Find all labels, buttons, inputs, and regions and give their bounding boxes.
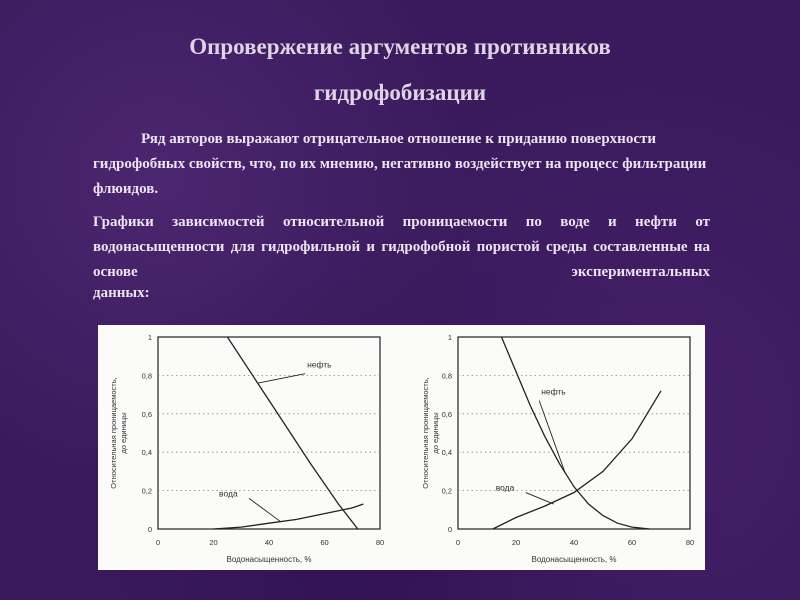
chart-2-y-tick-label: 0,4 bbox=[441, 448, 452, 458]
chart-1-annotation-oil-leader bbox=[258, 374, 305, 383]
chart-1-annotation-water-leader bbox=[249, 498, 280, 521]
figure-panel bbox=[98, 325, 705, 570]
chart-1-y-tick-label: 0 bbox=[147, 525, 152, 534]
chart-2-y-tick-label: 0 bbox=[447, 525, 452, 534]
slide-title-line-1: Опровержение аргументов противников bbox=[189, 34, 611, 59]
chart-2-annotation-oil-label: нефть bbox=[541, 386, 566, 397]
chart-1-x-tick-label: 20 bbox=[209, 538, 218, 547]
paragraph-authors-opinion: Ряд авторов выражают отрицательное отношение к приданию поверхности гидрофобных свойств, что, по их мнению, негативно воздействует на процесс фильтрации флюидов. bbox=[93, 131, 707, 197]
chart-2-y-tick-label: 0,2 bbox=[441, 486, 452, 496]
chart-2-x-tick-label: 60 bbox=[627, 538, 637, 547]
chart-2-y-tick-label: 0,8 bbox=[441, 371, 452, 381]
chart-1-y-axis-label: Относительная проницаемость,до единицы bbox=[109, 377, 128, 489]
slide-title-line-2: гидрофобизации bbox=[313, 80, 487, 105]
chart-2-x-tick-label: 0 bbox=[455, 538, 461, 547]
chart-2-y-tick-label: 1 bbox=[447, 333, 452, 342]
chart-1-y-tick-label: 0,2 bbox=[141, 486, 152, 496]
chart-2-annotation-water-label: вода bbox=[495, 482, 515, 493]
chart-2-y-tick-label: 0,6 bbox=[441, 409, 452, 419]
chart-1-y-tick-label: 1 bbox=[147, 333, 152, 342]
chart-1-x-tick-label: 60 bbox=[320, 538, 329, 547]
chart-2-plot-frame bbox=[458, 337, 690, 529]
chart-1-series-oil-line bbox=[227, 337, 357, 529]
chart-1-plot-frame bbox=[158, 337, 380, 529]
paragraph-graphs-description: Графики зависимостей относительной проницаемости по воде и нефти от водонасыщенности для гидрофильной и гидрофобной пористой среды составленные на основе экспериментальных bbox=[93, 214, 710, 280]
chart-1-y-tick-label: 0,8 bbox=[141, 371, 152, 381]
chart-2-annotation-oil-leader bbox=[539, 401, 565, 474]
chart-2-annotation-water-leader bbox=[526, 493, 554, 504]
permeability-charts bbox=[98, 325, 705, 570]
chart-1-x-tick-label: 0 bbox=[155, 538, 161, 547]
chart-1-annotation-water-label: вода bbox=[219, 488, 238, 499]
chart-1-y-tick-label: 0,4 bbox=[141, 448, 152, 458]
chart-2-series-water-line bbox=[493, 391, 661, 529]
chart-2-y-axis-label: Относительная проницаемость,до единицы bbox=[421, 377, 440, 489]
chart-2-x-tick-label: 80 bbox=[685, 538, 695, 547]
chart-1-y-tick-label: 0,6 bbox=[141, 409, 152, 419]
chart-2-x-axis-label: Водонасыщенность, % bbox=[531, 555, 617, 564]
chart-2-series-oil-line bbox=[502, 337, 650, 529]
chart-1-x-tick-label: 40 bbox=[264, 538, 274, 547]
chart-1-annotation-oil-label: нефть bbox=[307, 359, 332, 370]
paragraph-graphs-description-end: данных: bbox=[93, 285, 150, 301]
chart-2-x-tick-label: 20 bbox=[511, 538, 521, 547]
chart-1-x-tick-label: 80 bbox=[375, 538, 385, 547]
chart-1-x-axis-label: Водонасыщенность, % bbox=[226, 555, 312, 564]
chart-2-x-tick-label: 40 bbox=[569, 538, 579, 547]
